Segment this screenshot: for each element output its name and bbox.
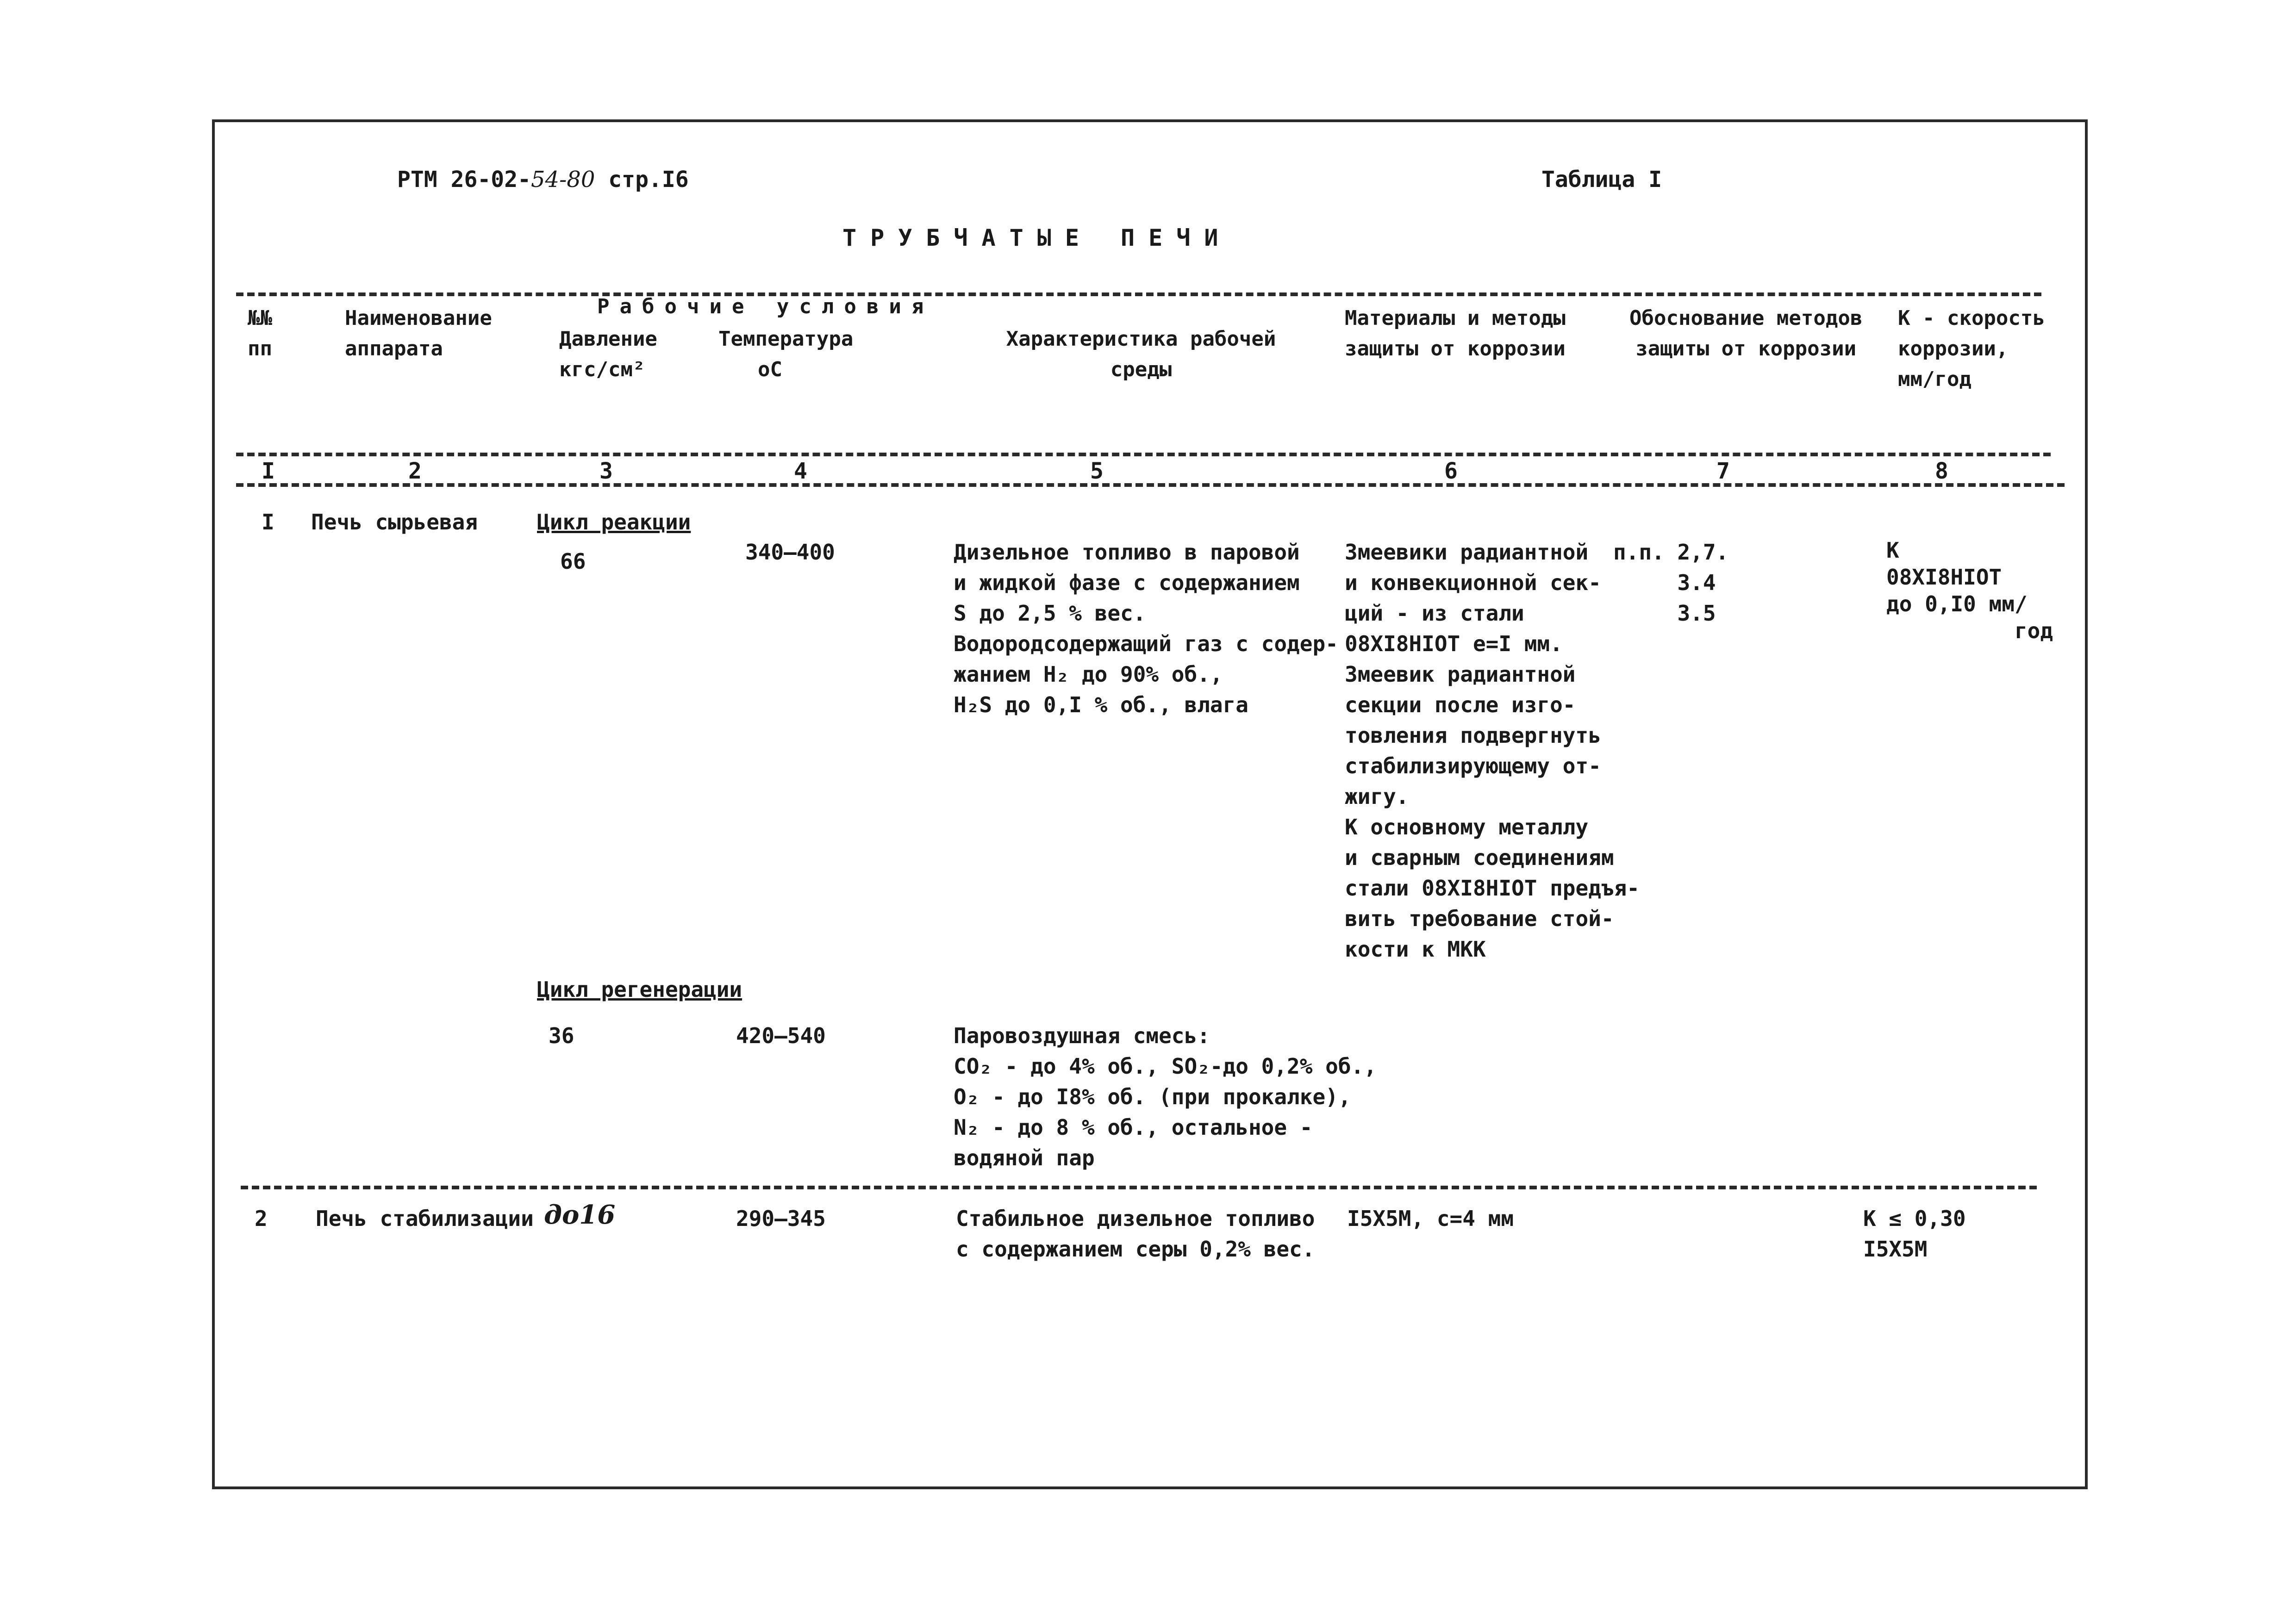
row1-cycle2-label: Цикл регенерации [537,977,742,1002]
row1-cycle1-justification: п.п. 2,7. 3.4 3.5 [1613,540,1729,626]
row1-cycle1-temperature: 340–400 [745,540,835,565]
col-number: 3 [599,458,613,484]
row1-cycle1-medium: Дизельное топливо в паровой и жидкой фазе с содержанием S до 2,5 % вес. Водородсодержащий газ с содер- жанием H₂ до 90% об., H₂S до 0,I % об., влага [954,540,1338,717]
col-number: I [262,458,275,484]
rule-colnum-bottom [236,483,2065,487]
col-number: 5 [1090,458,1104,484]
table-label: Таблица I [1541,167,1662,193]
row1-cycle1-pressure: 66 [560,549,586,574]
doc-number-handwritten: 54-80 [530,167,595,193]
row2-medium: Стабильное дизельное топливо с содержанием серы 0,2% вес. [956,1206,1315,1262]
row2-temperature: 290–345 [736,1206,826,1231]
row1-cycle2-medium: Паровоздушная смесь: CO₂ - до 4% об., SO₂-до 0,2% об., O₂ - до I8% об. (при прокалке), N₂ - до 8 % об., остальное - водяной пар [954,1023,1377,1170]
col-header-materials: Материалы и методы защиты от коррозии [1345,306,1566,361]
row2-materials: I5X5M, c=4 мм [1347,1206,1514,1231]
page-title: ТРУБЧАТЫЕ ПЕЧИ [842,224,1232,251]
row1-num: I [262,510,275,535]
col-header-rate: К - скорость коррозии, мм/год [1898,306,2045,391]
col-header-justification: Обоснование методов защиты от коррозии [1629,306,1863,361]
col-number: 8 [1935,458,1948,484]
col-number: 4 [794,458,807,484]
row1-cycle2-pressure: 36 [549,1023,574,1048]
col-header-num: №№ пп [248,306,272,361]
rule-header-bottom [236,453,2051,456]
doc-reference [397,167,689,193]
col-header-pressure: Давление кгс/см² [559,327,657,381]
row1-name: Печь сырьевая [311,510,478,535]
page-number: стр.I6 [608,167,689,193]
doc-prefix: РТМ 26-02- [397,167,531,193]
col-header-name: Наименование аппарата [345,306,492,361]
row1-cycle1-rate: K 08XI8HIOT до 0,I0 мм/ год [1886,538,2053,643]
row2-num: 2 [255,1206,268,1231]
row1-cycle1-materials: Змеевики радиантной и конвекционной сек- ций - из стали 08XI8HIOT e=I мм. Змеевик радиантной секции после изго- товления подвергнуть стабилизирующему от- жигу. К основному металлу и сварным соединениям стали 08XI8HIOT предъя- вить требование стой- кости к МКК [1345,540,1640,962]
row2-name: Печь стабилизации [316,1206,534,1231]
rule-row-separator [241,1186,2037,1189]
col-header-temperature: Температура оС [718,327,854,381]
rule-top [236,292,2041,296]
row2-rate: K ≤ 0,30 I5X5M [1863,1206,1966,1262]
row1-cycle2-temperature: 420–540 [736,1023,826,1048]
col-number: 2 [408,458,422,484]
row2-pressure-handwritten: до16 [544,1200,616,1230]
col-header-medium: Характеристика рабочей среды [1006,327,1276,381]
col-header-group: Рабочие условия [597,295,934,318]
row1-cycle1-label: Цикл реакции [537,510,691,535]
col-number: 6 [1444,458,1458,484]
col-number: 7 [1716,458,1730,484]
